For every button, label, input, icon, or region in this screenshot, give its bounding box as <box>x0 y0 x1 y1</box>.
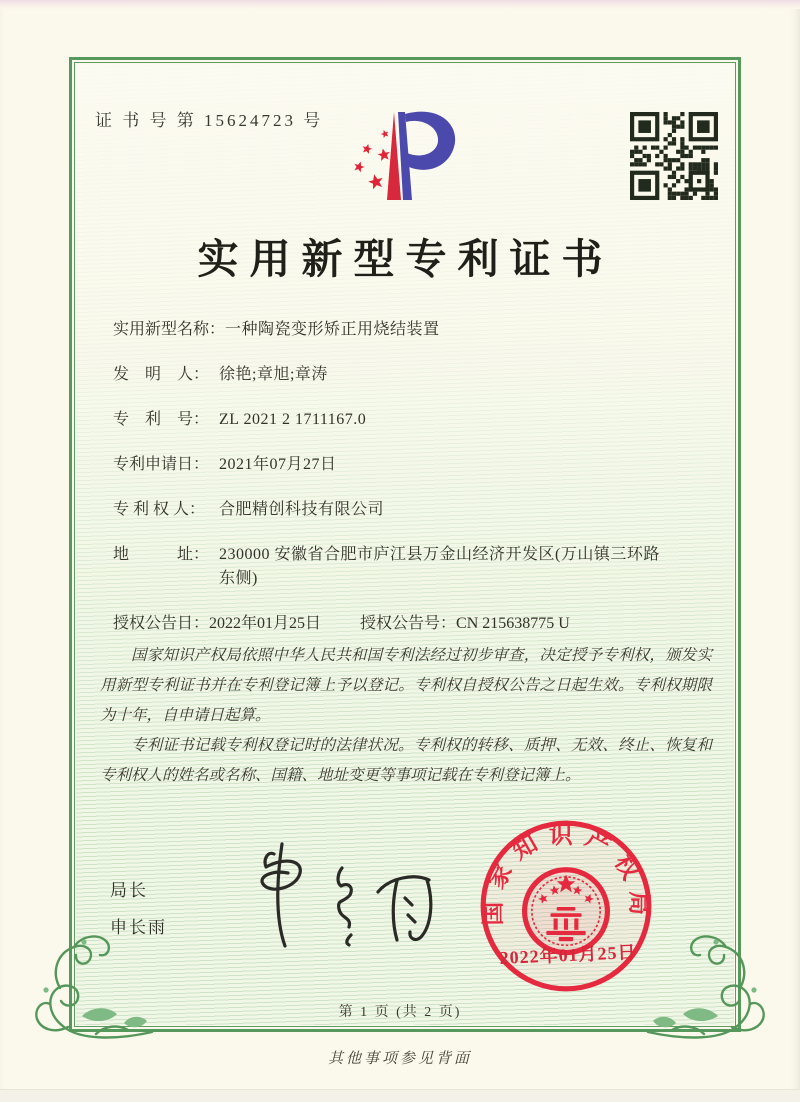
legal-paragraph-1: 国家知识产权局依照中华人民共和国专利法经过初步审查，决定授予专利权，颁发实用新型专利证书并在专利登记簿上予以登记。专利权自授权公告之日起生效。专利权期限为十年，自申请日起算。 <box>100 647 712 724</box>
field-value: 230000 安徽省合肥市庐江县万金山经济开发区(万山镇三环路东侧) <box>219 546 660 587</box>
back-side-note: 其他事项参见背面 <box>327 1051 472 1067</box>
field-value: 徐艳;章旭;章涛 <box>219 366 328 383</box>
scan-edge-artifact <box>0 0 800 9</box>
legal-paragraphs <box>100 641 712 791</box>
field-value: ZL 2021 2 1711167.0 <box>219 411 367 428</box>
field-value: 合肥精创科技有限公司 <box>219 501 385 518</box>
field-address <box>113 543 693 591</box>
commissioner-title: 局长 <box>110 881 148 900</box>
grant-date-pair <box>113 612 360 636</box>
grant-number-pair <box>360 612 570 636</box>
field-inventors <box>113 363 693 387</box>
certificate-fields <box>113 318 693 657</box>
cnipa-logo-icon <box>348 110 464 210</box>
qr-code <box>630 112 718 200</box>
legal-paragraph-2: 专利证书记载专利权登记时的法律状况。专利权的转移、质押、无效、终止、恢复和专利权人的姓名或名称、国籍、地址变更等事项记载在专利登记簿上。 <box>100 737 712 784</box>
field-value: 一种陶瓷变形矫正用烧结装置 <box>225 321 440 338</box>
commissioner-name: 申长雨 <box>110 918 167 937</box>
field-label: 发 明 人： <box>113 366 210 383</box>
field-label: 专利申请日： <box>113 456 210 473</box>
field-filing-date <box>113 453 693 477</box>
certificate-number: 证 书 号 第 15624723 号 <box>95 111 324 130</box>
field-patentee <box>113 498 693 522</box>
field-label: 专 利 号： <box>113 411 210 428</box>
corner-flourish-icon <box>646 934 776 1044</box>
field-label: 地 址： <box>113 546 210 563</box>
field-grant-row <box>113 612 693 636</box>
field-label: 授权公告号： <box>360 615 457 632</box>
seal-date: 2022年01月25日 <box>499 942 637 968</box>
field-patent-number <box>113 408 693 432</box>
scan-bottom-edge <box>0 1089 800 1102</box>
corner-flourish-icon <box>24 934 154 1044</box>
field-value: 2021年07月27日 <box>219 456 337 473</box>
page-number: 第 1 页 (共 2 页) <box>338 1005 462 1020</box>
certificate-title: 实用新型专利证书 <box>197 236 614 282</box>
field-value: 2022年01月25日 <box>209 615 322 632</box>
field-label: 实用新型名称： <box>113 321 226 338</box>
commissioner-signature <box>228 838 438 956</box>
seal-ring-text: 国家知识产权局 <box>480 822 652 926</box>
field-utility-model-name <box>113 318 693 342</box>
field-value: CN 215638775 U <box>456 615 570 632</box>
field-label: 授权公告日： <box>113 615 210 632</box>
field-label: 专 利 权 人： <box>113 501 206 518</box>
